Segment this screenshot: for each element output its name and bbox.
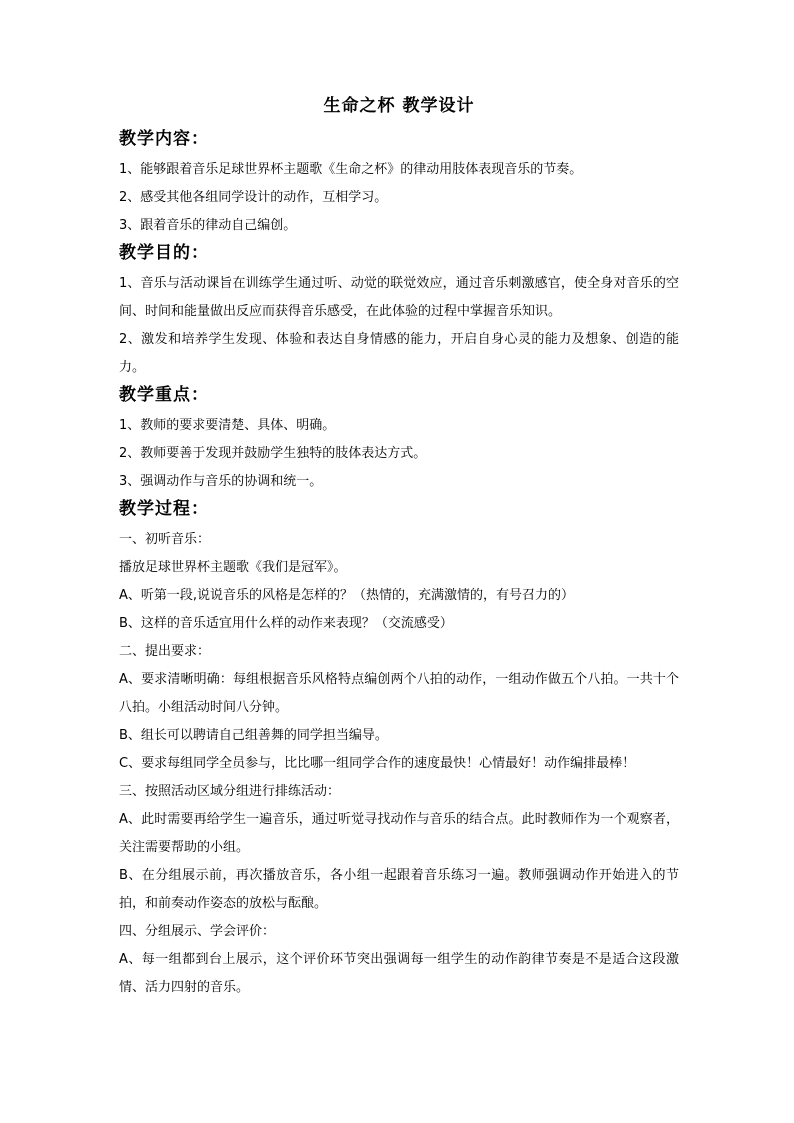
paragraph: 2、激发和培养学生发现、体验和表达自身情感的能力，开启自身心灵的能力及想象、创造的能力。: [119, 332, 679, 375]
paragraph: A、要求清晰明确：每组根据音乐风格特点编创两个八拍的动作，一组动作做五个八拍。一共十个八拍。小组活动时间八分钟。: [119, 672, 679, 715]
document-sections: [119, 126, 679, 1002]
paragraph: 三、按照活动区域分组进行排练活动：: [119, 784, 341, 799]
paragraph: 3、跟着音乐的律动自己编创。: [119, 218, 297, 233]
section-teaching-focus: [119, 382, 679, 496]
paragraph: 二、提出要求：: [119, 644, 211, 659]
paragraph: 一、初听音乐：: [119, 532, 211, 547]
section-teaching-goals: [119, 240, 679, 382]
paragraph: A、每一组都到台上展示，这个评价环节突出强调每一组学生的动作韵律节奏是不是适合这段激情、活力四射的音乐。: [119, 952, 679, 995]
paragraph: 1、音乐与活动课旨在训练学生通过听、动觉的联觉效应，通过音乐刺激感官，使全身对音乐的空间、时间和能量做出反应而获得音乐感受，在此体验的过程中掌握音乐知识。: [119, 276, 679, 319]
paragraph: 四、分组展示、学会评价：: [119, 924, 276, 939]
section-heading: 教学内容：: [119, 129, 209, 149]
paragraph: 1、教师的要求要清楚、具体、明确。: [119, 418, 336, 433]
paragraph: A、听第一段,说说音乐的风格是怎样的？（热情的，充满激情的，有号召力的）: [119, 588, 575, 603]
document-title: 生命之杯 教学设计: [323, 96, 475, 116]
section-heading: 教学过程：: [119, 499, 209, 519]
paragraph: 3、强调动作与音乐的协调和统一。: [119, 474, 323, 489]
paragraph: 2、感受其他各组同学设计的动作，互相学习。: [119, 190, 388, 205]
paragraph: 2、教师要善于发现并鼓励学生独特的肢体表达方式。: [119, 446, 427, 461]
paragraph: B、在分组展示前，再次播放音乐，各小组一起跟着音乐练习一遍。教师强调动作开始进入的节拍，和前奏动作姿态的放松与酝酿。: [119, 868, 679, 911]
document-page: [119, 94, 679, 1002]
paragraph: 播放足球世界杯主题歌《我们是冠军》。: [119, 560, 347, 575]
paragraph: 1、能够跟着音乐足球世界杯主题歌《生命之杯》的律动用肢体表现音乐的节奏。: [119, 162, 583, 177]
paragraph: B、这样的音乐适宜用什么样的动作来表现？（交流感受）: [119, 616, 453, 631]
section-heading: 教学目的：: [119, 243, 209, 263]
paragraph: B、组长可以聘请自己组善舞的同学担当编导。: [119, 728, 388, 743]
section-heading: 教学重点：: [119, 385, 209, 405]
section-teaching-content: [119, 126, 679, 240]
paragraph: C、要求每组同学全员参与，比比哪一组同学合作的速度最快！心情最好！动作编排最棒！: [119, 756, 636, 771]
paragraph: A、此时需要再给学生一遍音乐，通过听觉寻找动作与音乐的结合点。此时教师作为一个观察者，关注需要帮助的小组。: [119, 812, 679, 855]
section-teaching-process: [119, 496, 679, 1002]
